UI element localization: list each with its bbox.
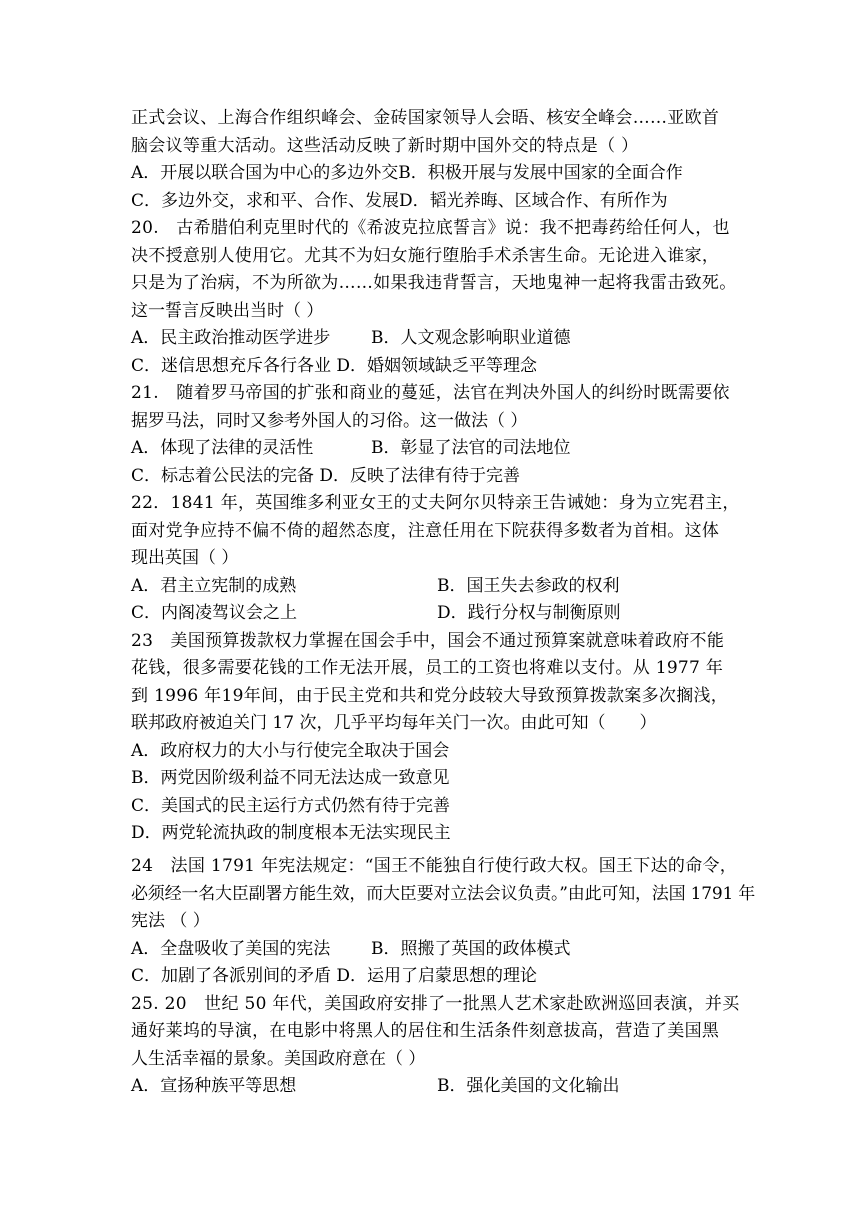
q24-stem-line: 宪法 （ ） [131,911,210,931]
q22-option-a: A．君主立宪制的成熟 [131,576,297,596]
q20-option-cd: C．迷信思想充斥各行各业 D．婚姻领域缺乏平等理念 [131,356,538,376]
q22-option-c: C．内阁凌驾议会之上 [131,603,298,623]
q24-option-b: B．照搬了英国的政体模式 [371,939,571,959]
q21-stem-line: 据罗马法，同时又参考外国人的习俗。这一做法（ ） [131,411,528,431]
q24-stem-line: 必须经一名大臣副署方能生效，而大臣要对立法会议负责。”由此可知，法国 1791 年 [131,884,756,904]
q19-option-ab: A．开展以联合国为中心的多边外交B．积极开展与发展中国家的全面合作 [131,163,683,183]
q22-option-d: D．践行分权与制衡原则 [437,603,621,623]
q20-stem-line: 这一誓言反映出当时（ ） [131,301,324,321]
q23-stem-line: 联邦政府被迫关门 17 次，几乎平均每年关门一次。由此可知（ ） [131,713,657,733]
q21-option-b: B．彰显了法官的司法地位 [371,438,571,458]
q20-option-b: B．人文观念影响职业道德 [371,328,571,348]
q19-stem-line: 正式会议、上海合作组织峰会、金砖国家领导人会晤、核安全峰会……亚欧首 [131,108,720,128]
q23-stem-line: 到 1996 年19年间，由于民主党和共和党分歧较大导致预算拨款案多次搁浅， [131,686,729,706]
q23-option-d: D．两党轮流执政的制度根本无法实现民主 [131,823,451,843]
q19-stem-line: 脑会议等重大活动。这些活动反映了新时期中国外交的特点是（ ） [131,136,639,156]
q24-option-a: A．全盘吸收了美国的宪法 [131,939,331,959]
q20-stem-line: 20. 古希腊伯利克里时代的《希波克拉底誓言》说：我不把毒药给任何人，也 [131,218,730,238]
q21-stem-line: 21. 随着罗马帝国的扩张和商业的蔓延，法官在判决外国人的纠纷时既需要依 [131,383,730,403]
q22-option-b: B．国王失去参政的权利 [437,576,620,596]
q23-option-a: A．政府权力的大小与行使完全取决于国会 [131,741,450,761]
q22-stem-line: 22．1841 年，英国维多利亚女王的丈夫阿尔贝特亲王告诫她：身为立宪君主， [131,493,740,513]
q23-stem-line: 花钱，很多需要花钱的工作无法开展，员工的工资也将难以支付。从 1977 年 [131,658,724,678]
q19-option-cd: C．多边外交，求和平、合作、发展D．韬光养晦、区域合作、有所作为 [131,191,668,211]
q25-stem-line: 人生活幸福的景象。美国政府意在（ ） [131,1049,426,1069]
q22-stem-line: 面对党争应持不偏不倚的超然态度，注意任用在下院获得多数者为首相。这体 [131,521,720,541]
q24-stem-line: 24 法国 1791 年宪法规定：“国王不能独自行使行政大权。国王下达的命令， [131,856,738,876]
q24-option-cd: C．加剧了各派别间的矛盾 D．运用了启蒙思想的理论 [131,966,538,986]
q20-stem-line: 只是为了治病，不为所欲为……如果我违背誓言，天地鬼神一起将我雷击致死。 [131,273,737,293]
q20-stem-line: 决不授意别人使用它。尤其不为妇女施行堕胎手术杀害生命。无论进入谁家， [131,246,720,266]
q21-option-a: A．体现了法律的灵活性 [131,438,314,458]
q22-stem-line: 现出英国（ ） [131,548,239,568]
q20-option-a: A．民主政治推动医学进步 [131,328,331,348]
q25-option-a: A．宣扬种族平等思想 [131,1076,297,1096]
q23-option-c: C．美国式的民主运行方式仍然有待于完善 [131,796,451,816]
q25-stem-line: 25. 20 世纪 50 年代，美国政府安排了一批黑人艺术家赴欧洲巡回表演，并买 [131,994,740,1014]
q25-option-b: B．强化美国的文化输出 [437,1076,620,1096]
q23-stem-line: 23 美国预算拨款权力掌握在国会手中，国会不通过预算案就意味着政府不能 [131,631,725,651]
q25-stem-line: 通好莱坞的导演，在电影中将黑人的居住和生活条件刻意拔高，营造了美国黑 [131,1021,720,1041]
q23-option-b: B．两党因阶级利益不同无法达成一致意见 [131,768,450,788]
q21-option-cd: C．标志着公民法的完备 D．反映了法律有待于完善 [131,466,521,486]
